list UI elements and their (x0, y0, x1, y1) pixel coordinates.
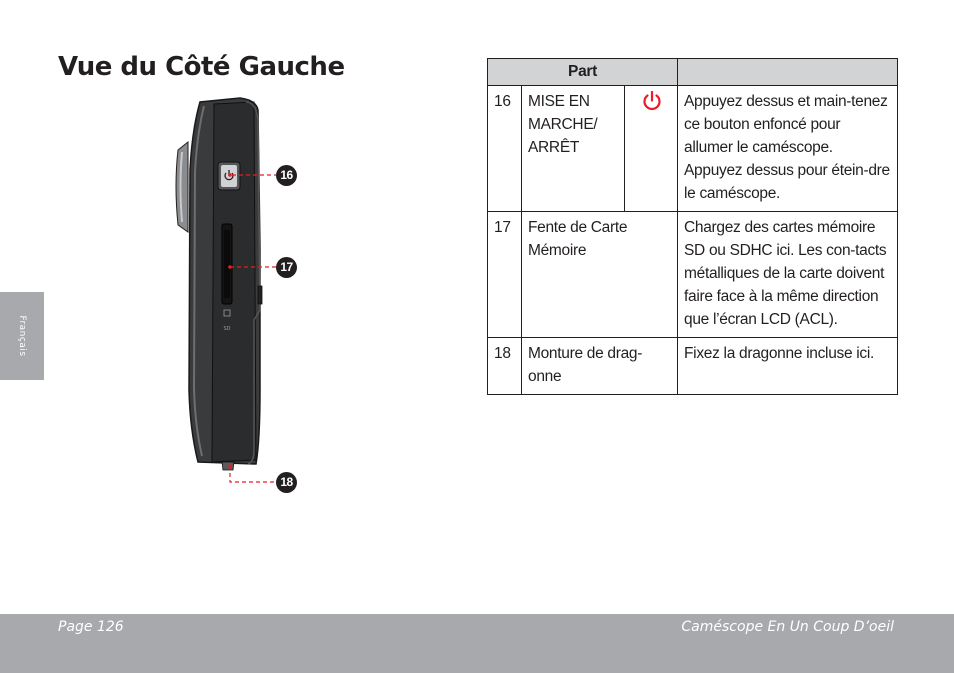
header-part: Part (488, 59, 678, 86)
page-title: Vue du Côté Gauche (58, 52, 345, 82)
page-footer (0, 614, 954, 673)
part-name: Monture de drag-onne (522, 338, 678, 395)
language-label: Français (17, 315, 27, 357)
page-number: Page 126 (58, 619, 124, 635)
part-number: 17 (488, 212, 522, 338)
chapter-title: Caméscope En Un Coup D’oeil (681, 619, 894, 635)
part-description: Fixez la dragonne incluse ici. (678, 338, 898, 395)
header-description (678, 59, 898, 86)
parts-table (487, 58, 898, 395)
power-icon (641, 90, 663, 112)
part-description: Chargez des cartes mémoire SD ou SDHC ici. Les con-tacts métalliques de la carte doivent faire face à la même direction que l’écran LCD (ACL). (678, 212, 898, 338)
table-row (488, 212, 898, 338)
part-name: Fente de Carte Mémoire (522, 212, 678, 338)
part-name: MISE EN MARCHE/ ARRÊT (522, 86, 625, 212)
callout-16: 16 (276, 165, 297, 186)
part-description: Appuyez dessus et main-tenez ce bouton enfoncé pour allumer le caméscope. Appuyez dessus pour étein-dre le caméscope. (678, 86, 898, 212)
camcorder-illustration (160, 90, 320, 500)
callout-18: 18 (276, 472, 297, 493)
camcorder-left-side-figure (160, 90, 320, 505)
part-number: 18 (488, 338, 522, 395)
svg-text:SD: SD (223, 326, 231, 332)
part-icon-cell (625, 86, 678, 212)
table-row (488, 338, 898, 395)
table-row (488, 86, 898, 212)
language-tab (0, 292, 44, 380)
part-number: 16 (488, 86, 522, 212)
callout-17: 17 (276, 257, 297, 278)
table-header-row (488, 59, 898, 86)
